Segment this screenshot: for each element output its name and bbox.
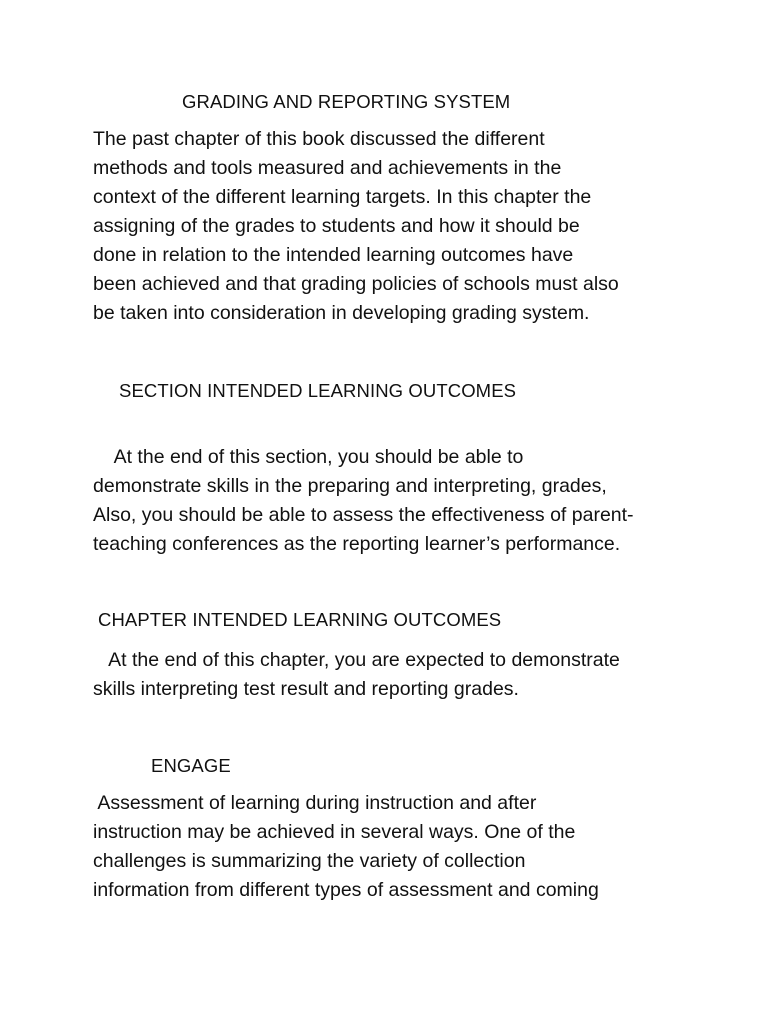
section-line: demonstrate skills in the preparing and interpreting, grades, [93, 475, 607, 497]
intro-line: been achieved and that grading policies of schools must also [93, 273, 619, 295]
engage-line: information from different types of assessment and coming [93, 879, 599, 901]
engage-line: Assessment of learning during instruction and after [93, 792, 537, 814]
chapter-paragraph [93, 646, 693, 704]
section-heading: SECTION INTENDED LEARNING OUTCOMES [119, 380, 517, 401]
intro-line: context of the different learning targets. In this chapter the [93, 186, 592, 208]
engage-line: challenges is summarizing the variety of collection [93, 850, 526, 872]
intro-line: be taken into consideration in developing grading system. [93, 302, 590, 324]
engage-heading: ENGAGE [151, 755, 231, 776]
intro-line: methods and tools measured and achievements in the [93, 157, 562, 179]
intro-paragraph [93, 125, 693, 328]
section-line: teaching conferences as the reporting learner’s performance. [93, 533, 621, 555]
chapter-heading: CHAPTER INTENDED LEARNING OUTCOMES [98, 609, 502, 630]
intro-line: done in relation to the intended learning outcomes have [93, 244, 574, 266]
section-line: At the end of this section, you should be able to [93, 446, 524, 468]
intro-line: The past chapter of this book discussed the different [93, 128, 545, 150]
page-title: GRADING AND REPORTING SYSTEM [182, 91, 511, 112]
section-paragraph [93, 443, 693, 559]
engage-paragraph [93, 789, 693, 905]
section-line: Also, you should be able to assess the effectiveness of parent- [93, 504, 634, 526]
intro-line: assigning of the grades to students and how it should be [93, 215, 580, 237]
engage-line: instruction may be achieved in several ways. One of the [93, 821, 576, 843]
chapter-line: At the end of this chapter, you are expected to demonstrate [93, 649, 620, 671]
chapter-line: skills interpreting test result and reporting grades. [93, 678, 519, 700]
